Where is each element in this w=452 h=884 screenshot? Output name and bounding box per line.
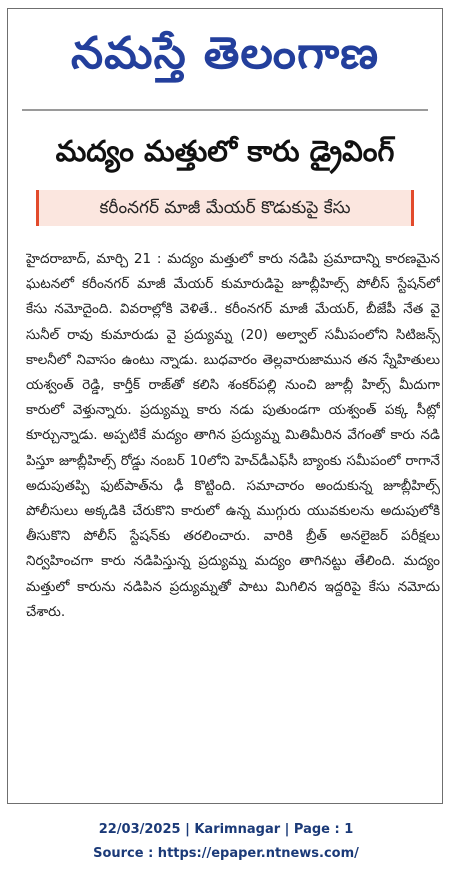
clipping-frame bbox=[7, 8, 443, 804]
masthead-divider bbox=[22, 109, 428, 111]
article-body: హైదరాబాద్, మార్చి 21 : మద్యం మత్తులో కారు నడిపి ప్రమాదాన్ని కారణమైన ఘటనలో కరీంనగర్ మాజీ మేయర్ కుమారుడిపై జూబ్లీహిల్స్ పోలీస్ స్టేషన్‌లో కేసు నమోదైంది. వివరాల్లోకి వెళితే.. కరీంనగర్ మాజీ మేయర్, బీజేపీ నేత వై సునీల్ రావు కుమారుడు వై ప్రద్యుమ్న (20) అల్వాల్ సమీపంలోని సిటిజన్స్ కాలనీలో నివాసం ఉంటు న్నాడు. బుధవారం తెల్లవారుజామున తన స్నేహితులు యశ్వంత్ రెడ్డి, కార్తీక్ రాజ్‌తో కలిసి శంకర్‌పల్లి నుంచి జూబ్లీ హిల్స్ మీదుగా కారులో వెళ్తున్నారు. ప్రద్యుమ్న కారు నడు పుతుండగా యశ్వంత్ పక్క సీట్లో కూర్చున్నాడు. అప్పటికే మద్యం తాగిన ప్రద్యుమ్న మితిమీరిన వేగంతో కారు నడి పిస్తూ జూబ్లీహిల్స్ రోడ్డు నంబర్ 10లోని హెచ్‌డీఎఫ్‌సీ బ్యాంకు సమీపంలో రాగానే అదుపుతప్పి ఫుట్‌పాత్‌ను ఢీ కొట్టింది. సమాచారం అందుకున్న జూబ్లీహిల్స్ పోలీసులు అక్కడికి చేరుకొని కారులో ఉన్న ముగ్గురు యువకులను అదుపులోకి తీసుకొని పోలీస్ స్టేషన్‌కు తరలించారు. వారికి బ్రీత్ అనలైజర్ పరీక్షలు నిర్వహించగా కారు నడిపిస్తున్న ప్రద్యుమ్న మద్యం తాగినట్టు తేలింది. మద్యం మత్తులో కారును నడిపిన ప్రద్యుమ్న‌తో పాటు మిగిలిన ఇద్దరిపై కేసు నమోదు చేశారు. bbox=[26, 251, 440, 620]
article-subheadline: కరీంనగర్ మాజీ మేయర్ కొడుకుపై కేసు bbox=[36, 190, 414, 226]
footer-source-link[interactable]: Source : https://epaper.ntnews.com/ bbox=[93, 846, 359, 861]
footer-date-edition: 22/03/2025 | Karimnagar | Page : 1 bbox=[98, 822, 354, 837]
newspaper-masthead: నమస్తే తెలంగాణ bbox=[70, 28, 380, 79]
article-headline: మద్యం మత్తులో కారు డ్రైవింగ్ bbox=[55, 134, 395, 168]
